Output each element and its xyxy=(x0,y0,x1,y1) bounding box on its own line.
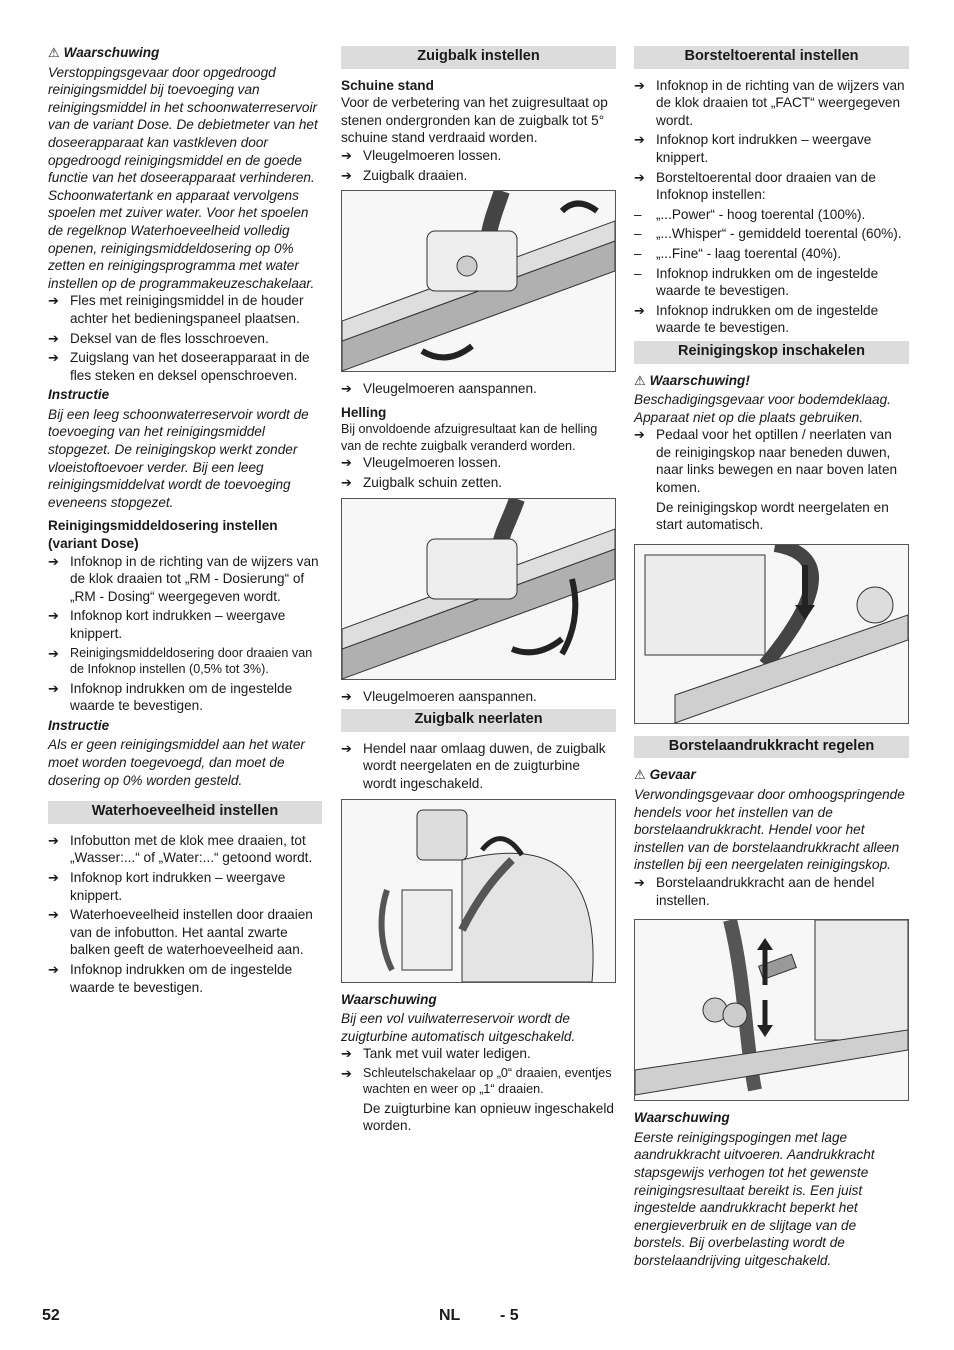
warning-title: Waarschuwing xyxy=(634,1110,730,1126)
step: ➔ Zuigbalk schuin zetten. xyxy=(341,474,503,490)
section-heading: Waterhoeveelheid instellen xyxy=(48,801,322,824)
arrow-icon: ➔ xyxy=(341,147,352,163)
result-text: De reinigingskop wordt neergelaten en start automatisch. xyxy=(656,499,889,533)
squeegee-tilt-illustration xyxy=(341,190,616,372)
step: ➔ Infoknop kort indrukken – weergave knippert. xyxy=(48,608,286,641)
instruction-title: Instructie xyxy=(48,717,110,733)
step: ➔ Infoknop indrukken om de ingestelde waarde te bevestigen. xyxy=(634,302,879,336)
step: ➔ Tank met vuil water ledigen. xyxy=(341,1046,531,1062)
step: ➔ Pedaal voor het optillen / neerlaten van de reinigingskop naar beneden duwen, naar links bewegen en naar boven laten komen. xyxy=(634,427,898,496)
arrow-icon: ➔ xyxy=(48,293,59,309)
section-page: - 5 xyxy=(500,1307,519,1324)
section-heading: Reinigingskop inschakelen xyxy=(634,341,909,364)
paragraph: Bij onvoldoende afzuigresultaat kan de helling van de rechte zuigbalk veranderd worden. xyxy=(341,422,598,453)
step: ➔ Infoknop kort indrukken – weergave knippert. xyxy=(48,869,286,903)
step: ➔ Deksel van de fles losschroeven. xyxy=(48,330,269,346)
step: ➔ Zuigslang van het doseerapparaat in de fles steken en deksel openschroeven. xyxy=(48,350,310,383)
dash-item: – „...Whisper“ - gemiddeld toerental (60%). xyxy=(634,226,902,242)
danger-text: Verwondingsgevaar door omhoogspringende hendels voor het instellen van de borstelaandrukkracht. Hendel voor het instellen van de borstelaandrukkracht alleen instellen bij een neergelaten reinigingskop. xyxy=(634,787,905,873)
arrow-icon: ➔ xyxy=(48,832,59,848)
subheading: Helling xyxy=(341,404,387,420)
arrow-icon: ➔ xyxy=(634,77,645,93)
step: ➔ Vleugelmoeren lossen. xyxy=(341,455,502,471)
warning-text: Eerste reinigingspogingen met lage aandrukkracht uitvoeren. Aandrukkracht stapsgewijs verhogen tot het gewenste reinigingsresultaat bereikt is. Een juist ingestelde aandrukkracht beperkt het energieverbruik en de slijtage van de borstels. Bij overbelasting wordt de borstelaandrijving uitgeschakeld. xyxy=(634,1129,875,1268)
paragraph: Voor de verbetering van het zuigresultaat op stenen ondergronden kan de zuigbalk tot 5° schuine stand verdraaid worden. xyxy=(341,95,608,146)
warning-text: Beschadigingsgevaar voor bodemdeklaag. Apparaat niet op die plaats gebruiken. xyxy=(634,392,891,425)
lower-squeegee-illustration xyxy=(341,799,616,983)
section-heading: Zuigbalk neerlaten xyxy=(341,709,616,732)
arrow-icon: ➔ xyxy=(48,608,59,624)
arrow-icon: ➔ xyxy=(341,455,352,471)
step: ➔ Fles met reinigingsmiddel in de houder achter het bedieningspaneel plaatsen. xyxy=(48,293,304,326)
section-heading: Zuigbalk instellen xyxy=(341,46,616,69)
arrow-icon: ➔ xyxy=(634,302,645,318)
step: ➔ Infoknop kort indrukken – weergave knippert. xyxy=(634,132,872,165)
column-1 xyxy=(48,44,322,998)
page-number: 52 xyxy=(42,1307,60,1324)
danger-heading: ⚠ Gevaar xyxy=(634,767,696,783)
step: ➔ Reinigingsmiddeldosering door draaien van de Infoknop instellen (0,5% tot 3%). xyxy=(48,645,313,677)
arrow-icon: ➔ xyxy=(634,169,645,185)
step: ➔ Schleutelschakelaar op „0“ draaien, eventjes wachten en weer op „1“ draaien. xyxy=(341,1065,612,1097)
step: ➔ Borstelaandrukkracht aan de hendel instellen. xyxy=(634,875,875,908)
language-code: NL xyxy=(439,1307,461,1324)
instruction-text: Bij een leeg schoonwaterreservoir wordt de toevoeging van het reinigingsmiddel stopgezet. De reinigingskop werkt zonder vloeistoftoevoer verder. Bij een leeg reinigingsmiddelvat wordt de toevoeging eveneens stopgezet. xyxy=(48,406,309,510)
dash-item: – „...Power“ - hoog toerental (100%). xyxy=(634,206,866,222)
arrow-icon: ➔ xyxy=(48,350,59,366)
step: ➔ Infoknop in de richting van de wijzers van de klok draaien tot „RM - Dosierung“ of „RM - Dosing“ weergegeven wordt. xyxy=(48,553,319,604)
brush-pressure-lever-illustration xyxy=(634,919,909,1101)
step: ➔ Zuigbalk draaien. xyxy=(341,167,468,183)
arrow-icon: ➔ xyxy=(48,680,59,696)
warning-triangle-icon: ⚠ xyxy=(48,45,60,60)
squeegee-slope-illustration xyxy=(341,498,616,680)
arrow-icon: ➔ xyxy=(341,167,352,183)
step: ➔ Vleugelmoeren lossen. xyxy=(341,147,502,163)
step: ➔ Vleugelmoeren aanspannen. xyxy=(341,688,537,704)
warning-title: Waarschuwing xyxy=(341,991,437,1007)
dash-item: – „...Fine“ - laag toerental (40%). xyxy=(634,245,842,261)
instruction-text: Als er geen reinigingsmiddel aan het water moet worden toegevoegd, dan moet de dosering op 0% worden gesteld. xyxy=(48,737,305,788)
step: ➔ Borsteltoerental door draaien van de Infoknop instellen: xyxy=(634,169,876,203)
step: ➔ Waterhoeveelheid instellen door draaien van de infobutton. Het aantal zwarte balken geeft de waterhoeveelheid aan. xyxy=(48,907,313,958)
step: ➔ Infoknop in de richting van de wijzers van de klok draaien tot „FACT“ weergegeven wordt. xyxy=(634,77,905,128)
arrow-icon: ➔ xyxy=(341,1046,352,1062)
instruction-title: Instructie xyxy=(48,387,110,403)
warning-title: Waarschuwing xyxy=(63,45,160,60)
warning-heading: ⚠ Waarschuwing! xyxy=(634,372,750,388)
arrow-icon: ➔ xyxy=(341,740,352,756)
cleaning-head-pedal-illustration xyxy=(634,544,909,724)
warning-heading xyxy=(48,44,322,62)
section-heading: Borstelaandrukkracht regelen xyxy=(634,736,909,759)
warning-triangle-icon: ⚠ xyxy=(634,372,646,388)
arrow-icon: ➔ xyxy=(634,875,645,890)
dash-item: – Infoknop indrukken om de ingestelde waarde te bevestigen. xyxy=(634,265,879,299)
arrow-icon: ➔ xyxy=(48,330,59,346)
warning-text: Bij een vol vuilwaterreservoir wordt de zuigturbine automatisch uitgeschakeld. xyxy=(341,1011,576,1044)
step: ➔ Vleugelmoeren aanspannen. xyxy=(341,381,537,397)
arrow-icon: ➔ xyxy=(341,688,352,704)
subheading: Schuine stand xyxy=(341,77,434,93)
arrow-icon: ➔ xyxy=(341,474,352,490)
arrow-icon: ➔ xyxy=(341,1065,352,1081)
arrow-icon: ➔ xyxy=(48,907,59,923)
warning-triangle-icon: ⚠ xyxy=(634,767,646,783)
step: ➔ Infoknop indrukken om de ingestelde waarde te bevestigen. xyxy=(48,961,293,995)
section-heading: Borsteltoerental instellen xyxy=(634,46,909,69)
result-text: De zuigturbine kan opnieuw ingeschakeld worden. xyxy=(363,1100,614,1134)
dose-title: Reinigingsmiddeldosering instellen (variant Dose) xyxy=(48,518,278,552)
column-3 xyxy=(634,44,909,1270)
arrow-icon: ➔ xyxy=(341,381,352,397)
step: ➔ Infoknop indrukken om de ingestelde waarde te bevestigen. xyxy=(48,680,293,714)
step: ➔ Hendel naar omlaag duwen, de zuigbalk wordt neergelaten en de zuigturbine wordt ingeschakeld. xyxy=(341,740,606,791)
arrow-icon: ➔ xyxy=(48,553,59,569)
arrow-icon: ➔ xyxy=(48,961,59,977)
arrow-icon: ➔ xyxy=(634,132,645,148)
step: ➔ Infobutton met de klok mee draaien, tot „Wasser:...“ of „Water:...“ getoond wordt. xyxy=(48,832,313,866)
arrow-icon: ➔ xyxy=(48,645,59,661)
arrow-icon: ➔ xyxy=(48,869,59,885)
warning-text: Verstoppingsgevaar door opgedroogd reinigingsmiddel bij toevoeging van reinigingsmiddel in het schoonwaterreservoir van de variant Dose. De debietmeter van het doseerapparaat kan vastkleven door opgedroogd reinigingsmiddel en de goede functie van het doseerapparaat verhinderen. Schoonwatertank en apparaat vervolgens spoelen met zuiver water. Voor het spoelen de regelknop Waterhoeveelheid volledig openen, reinigingsmiddeldosering op 0% zetten en reinigingsprogramma met water instellen op de programmakeuzeschakelaar. xyxy=(48,64,318,291)
column-2 xyxy=(341,44,616,1135)
arrow-icon: ➔ xyxy=(634,427,645,443)
